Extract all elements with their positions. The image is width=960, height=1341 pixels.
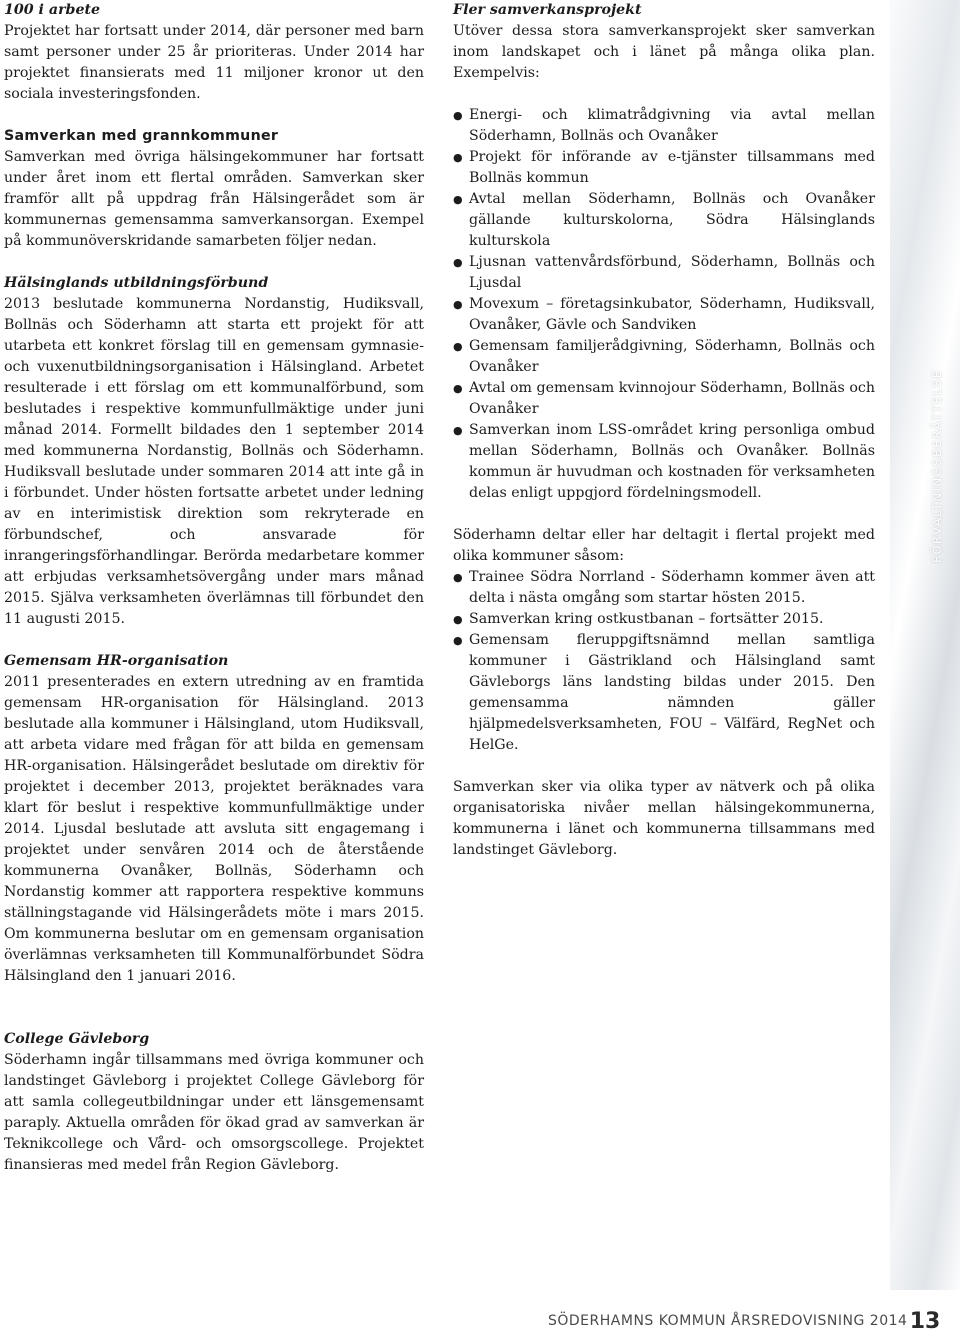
list-item: ● Samverkan kring ostkustbanan – fortsätter 2015. bbox=[453, 609, 875, 630]
bullet-list-projects bbox=[453, 105, 875, 504]
bullet-icon: ● bbox=[453, 109, 463, 122]
bullet-icon: ● bbox=[453, 424, 463, 437]
paragraph-utbildningsforbund: 2013 beslutade kommunerna Nordanstig, Hudiksvall, Bollnäs och Söderhamn att starta ett projekt för att utarbeta ett konkret förslag till en gemensam gymnasie- och vuxenutbildningsorganisation i Hälsingland. Arbetet resulterade i ett förslag om ett kommunalförbund, som beslutades i respektive kommunfullmäktige under juni månad 2014. Formellt bildades den 1 september 2014 med kommunerna Nordanstig, Bollnäs och Söderhamn. Hudiksvall beslutade under sommaren 2014 att inte gå in i förbundet. Under hösten fortsatte arbetet under ledning av en interimistisk direktion som rekryterade en förbundschef, och ansvarade för inrangeringsförhandlingar. Berörda medarbetare kommer att erbjudas verksamhetsövergång under mars månad 2015. Själva verksamheten överlämnas till förbundet den 11 augusti 2015. bbox=[4, 296, 424, 627]
list-item: ● Samverkan inom LSS-området kring personliga ombud mellan Söderhamn, Bollnäs och Ovanåker. Bollnäs kommun är huvudman och kostnaden för verksamheten delas enligt uppgjord fördelningsmodell. bbox=[453, 422, 875, 501]
sidebar-water-background bbox=[890, 0, 960, 1290]
list-item: ● Projekt för införande av e-tjänster tillsammans med Bollnäs kommun bbox=[453, 149, 875, 186]
bullet-icon: ● bbox=[453, 571, 463, 584]
paragraph-projekt-intro: Söderhamn deltar eller har deltagit i flertal projekt med olika kommuner såsom: bbox=[453, 527, 875, 564]
bullet-list-joint-projects bbox=[453, 567, 875, 756]
footer-report-title: SÖDERHAMNS KOMMUN ÅRSREDOVISNING 2014 bbox=[548, 1313, 908, 1329]
heading-hr-organisation: Gemensam HR-organisation bbox=[4, 653, 229, 669]
left-column bbox=[4, 0, 424, 1176]
list-item: ● Gemensam familjerådgivning, Söderhamn, Bollnäs och Ovanåker bbox=[453, 338, 875, 375]
paragraph-closing: Samverkan sker via olika typer av nätverk och på olika organisatoriska nivåer mellan hälsingekommunerna, kommunerna i länet och kommunerna tillsammans med landstinget Gävleborg. bbox=[453, 779, 875, 858]
heading-utbildningsforbund: Hälsinglands utbildningsförbund bbox=[4, 275, 269, 291]
page-number: 13 bbox=[909, 1309, 941, 1334]
sidebar-section-label: FÖRVALTNINGSBERÄTTELSE bbox=[930, 369, 944, 563]
paragraph-intro: Utöver dessa stora samverkansprojekt sker samverkan inom landskapet och i länet på många olika plan. Exempelvis: bbox=[453, 23, 875, 81]
heading-college-gavleborg: College Gävleborg bbox=[4, 1031, 150, 1047]
right-column bbox=[453, 0, 875, 861]
paragraph-hr-organisation: 2011 presenterades en extern utredning av en framtida gemensam HR-organisation för Hälsingland. 2013 beslutade alla kommuner i Hälsingland, utom Hudiksvall, att arbeta vidare med frågan för att bilda en gemensam HR-organisation. Hälsingerådet beslutade om direktiv för projektet i december 2013, projektet beräknades vara klart för beslut i respektive kommunfullmäktige under 2014. Ljusdal beslutade att avsluta sitt engagemang i projektet under senvåren 2014 och de återstående kommunerna Ovanåker, Bollnäs, Söderhamn och Nordanstig kommer att rapportera respektive kommuns ställningstagande vid Hälsingerådets möte i mars 2015. Om kommunerna beslutar om en gemensam organisation överlämnas verksamheten till Kommunalförbundet Södra Hälsingland den 1 januari 2016. bbox=[4, 674, 424, 984]
heading-samverkan-grannkommuner: Samverkan med grannkommuner bbox=[4, 128, 279, 144]
list-item: ● Avtal om gemensam kvinnojour Söderhamn, Bollnäs och Ovanåker bbox=[453, 380, 875, 417]
heading-fler-samverkansprojekt: Fler samverkansprojekt bbox=[453, 2, 642, 18]
bullet-icon: ● bbox=[453, 340, 463, 353]
bullet-icon: ● bbox=[453, 613, 463, 626]
bullet-icon: ● bbox=[453, 298, 463, 311]
list-item: ● Ljusnan vattenvårdsförbund, Söderhamn, Bollnäs och Ljusdal bbox=[453, 254, 875, 291]
paragraph-100-i-arbete: Projektet har fortsatt under 2014, där personer med barn samt personer under 25 år prioriteras. Under 2014 har projektet finansierats med 11 miljoner kronor ut den sociala investeringsfonden. bbox=[4, 23, 424, 102]
paragraph-samverkan-grannkommuner: Samverkan med övriga hälsingekommuner har fortsatt under året inom ett flertal områden. Samverkan sker framför allt på uppdrag från Hälsingerådet som är kommunernas gemensamma samverkansorgan. Exempel på kommunöverskridande samarbeten följer nedan. bbox=[4, 149, 424, 249]
bullet-icon: ● bbox=[453, 634, 463, 647]
bullet-icon: ● bbox=[453, 193, 463, 206]
bullet-icon: ● bbox=[453, 151, 463, 164]
list-item: ● Energi- och klimatrådgivning via avtal mellan Söderhamn, Bollnäs och Ovanåker bbox=[453, 107, 875, 144]
list-item: ● Movexum – företagsinkubator, Söderhamn, Hudiksvall, Ovanåker, Gävle och Sandviken bbox=[453, 296, 875, 333]
bullet-icon: ● bbox=[453, 382, 463, 395]
list-item: ● Trainee Södra Norrland - Söderhamn kommer även att delta i nästa omgång som startar hösten 2015. bbox=[453, 569, 875, 606]
list-item: ● Gemensam fleruppgiftsnämnd mellan samtliga kommuner i Gästrikland och Hälsingland samt Gävleborgs läns landsting bildas under 2015. Den gemensamma nämnden gäller hjälpmedelsverksamheten, FOU – Välfärd, RegNet och HelGe. bbox=[453, 632, 875, 753]
heading-100-i-arbete: 100 i arbete bbox=[4, 2, 101, 18]
paragraph-college-gavleborg: Söderhamn ingår tillsammans med övriga kommuner och landstinget Gävleborg i projektet College Gävleborg för att samla collegeutbildningar under ett länsgemensamt paraply. Aktuella områden för ökad grad av samverkan är Teknikcollege och Vård- och omsorgscollege. Projektet finansieras med medel från Region Gävleborg. bbox=[4, 1052, 424, 1173]
bullet-icon: ● bbox=[453, 256, 463, 269]
list-item: ● Avtal mellan Söderhamn, Bollnäs och Ovanåker gällande kulturskolorna, Södra Hälsinglands kulturskola bbox=[453, 191, 875, 249]
